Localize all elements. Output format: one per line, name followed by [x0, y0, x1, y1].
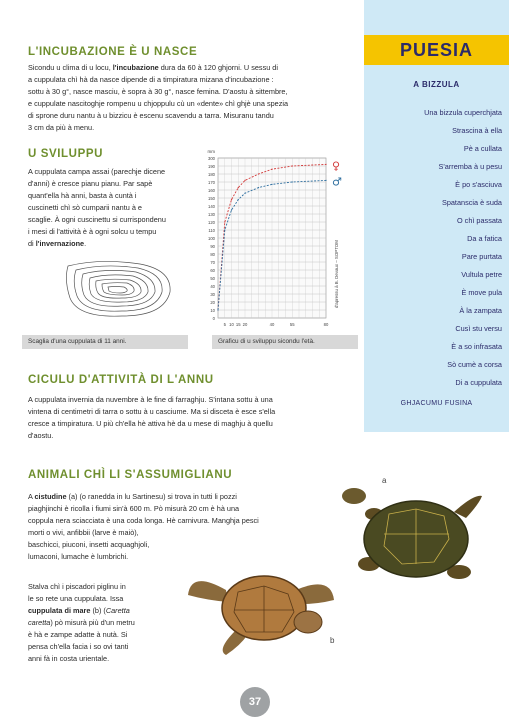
text-line: A cistudine (a) (o ranedda in lu Sartinesu) si trova in tutti li pozzi [28, 492, 237, 501]
text-line: coppula nera sciacciata è una coda longa. Hè carnivura. Manghja pesci [28, 516, 259, 525]
paragraph-incubazione [28, 62, 358, 134]
chart-y-tick-label: 190 [208, 163, 215, 169]
scale-growth-rings-illustration [60, 258, 180, 320]
chart-y-tick-label: 80 [210, 251, 215, 257]
text-line: A cuppulata campa assai (parechje dicene [28, 167, 166, 176]
chart-y-tick-label: 20 [210, 299, 215, 305]
text-line: scaglie. À ogni cuscinettu si currispondenu [28, 215, 166, 224]
text-line: di sprone duru nantu à u bizzicu è escenu scavendu a tarra. Misuranu tandu [28, 111, 274, 120]
poem-title: A BIZZULA [413, 80, 460, 89]
text-line: a cuppulata chì hà da nasce dipende di a timpiratura mizana d'incubazione : [28, 75, 274, 84]
chart-y-tick-label: 0 [212, 315, 215, 321]
paragraph-sviluppu [28, 166, 208, 250]
chart-y-tick-label: 130 [208, 211, 215, 217]
chart-y-tick-label: 140 [208, 203, 215, 209]
chart-data-point [325, 164, 326, 165]
text-line: di l'invernazione. [28, 239, 87, 248]
chart-data-point [258, 187, 259, 188]
chart-data-point [258, 173, 259, 174]
chart-x-tick-label: 20 [242, 322, 248, 327]
poem-line: O chì passata [456, 216, 502, 225]
poem-line: Vultula petre [461, 270, 502, 279]
text-line: anni fà in costa urientale. [28, 654, 110, 663]
heading-incubazione: L'INCUBAZIONE È U NASCE [28, 46, 198, 58]
heading-sviluppu: U SVILUPPU [28, 148, 104, 160]
text-line: cuscinetti chì sò cumparii nantu à e [28, 203, 142, 212]
poem-line: Pare purtata [461, 252, 502, 261]
paragraph-ciculu [28, 394, 358, 442]
paragraph-animali-b [28, 581, 198, 665]
heading-ciculu: CICULU D'ATTIVITÀ DI L'ANNU [28, 374, 214, 386]
chart-y-tick-label: 300 [208, 155, 215, 161]
chart-data-point [231, 209, 232, 210]
page-number: 37 [240, 687, 270, 717]
chart-data-point [325, 180, 326, 181]
text-line: sottu à 30 g°, nasce masciu, è sopra à 30 g°, nasce femina. D'aostu à sittembre, [28, 87, 288, 96]
text-line: pensa ch'ella facia i so ovi tanti [28, 642, 129, 651]
caption-scale: Scaglia d'una cuppulata di 11 anni. [22, 335, 188, 349]
chart-x-tick-label: 40 [269, 322, 275, 327]
poem-line: Spatanscia è suda [441, 198, 502, 207]
text-line: e cuppulate nascitoghje rompenu u chjoppulu cù un «dente» chì ghjè una spezia [28, 99, 289, 108]
chart-data-point [224, 221, 225, 222]
poem-line: Da a fatica [467, 234, 502, 243]
poem-line: È a so infrasata [451, 342, 502, 351]
chart-data-point [271, 169, 272, 170]
chart-y-tick-label: 170 [208, 179, 215, 185]
sea-turtle-illustration [186, 550, 336, 660]
chart-y-tick-label: 150 [208, 195, 215, 201]
text-line: d'aostu. [28, 431, 54, 440]
text-line: vintena di centimetri di tarra o sottu à u casciume. Ma si disceta è esce s'ella [28, 407, 276, 416]
text-line: piaghjinchi è ricolla i fiumi sin'à 600 m. Pò misurà 20 cm è hà una [28, 504, 240, 513]
turtle-label-b: b [330, 636, 335, 645]
chart-x-tick-label: 10 [229, 322, 234, 327]
poem-line: Strascina à ella [452, 126, 502, 135]
caption-chart: Graficu di u sviluppu sicondu l'età. [212, 335, 358, 349]
poem-author: GHJACUMU FUSINA [400, 400, 473, 407]
poem-line: Una bizzula cuperchjata [424, 108, 502, 117]
text-line: cresce a timpiratura. U più ch'ella hè attiva hè da u mese di maghju à quellu [28, 419, 273, 428]
chart-y-tick-label: 90 [210, 243, 215, 249]
poetry-sidebar [364, 0, 509, 432]
chart-x-tick-label: 15 [235, 322, 241, 327]
chart-y-tick-label: 10 [210, 307, 215, 313]
chart-data-point [271, 184, 272, 185]
sidebar-title: PUESIA [364, 35, 509, 65]
chart-y-tick-label: 180 [208, 171, 215, 177]
chart-y-tick-label: 110 [208, 227, 215, 233]
chart-data-point [292, 165, 293, 166]
growth-chart [196, 140, 354, 332]
text-line: morti o vivi, anfibbii (larve è maiò), [28, 528, 139, 537]
chart-data-point [244, 180, 245, 181]
poem-line: Cusì stu versu [455, 324, 502, 333]
text-line: 3 cm da più à menu. [28, 123, 95, 132]
chart-data-point [224, 229, 225, 230]
text-line: caretta) pò misurà più d'un metru [28, 618, 135, 627]
chart-y-tick-label: 60 [210, 267, 215, 273]
chart-x-tick-label: 5 [223, 322, 226, 327]
chart-y-tick-label: 50 [210, 275, 215, 281]
chart-data-point [292, 181, 293, 182]
chart-legend-symbol: ♂ [332, 175, 342, 189]
text-line: quant'ella hà anni, basta à cuntà i [28, 191, 137, 200]
poem-line: Pè a cullata [463, 144, 502, 153]
text-line: Stalva chì i piscadori piglinu in [28, 582, 126, 591]
text-line: cuppulata di mare (b) (Caretta [28, 606, 130, 615]
text-line: d'anni) è cresce pianu pianu. Par sapè [28, 179, 153, 188]
poem-line: Di a cuppulata [455, 378, 502, 387]
poem-line: È po s'asciuva [455, 180, 502, 189]
chart-y-tick-label: 30 [210, 291, 215, 297]
chart-credit: d'apressu à B. Devaux – SOPTOM [334, 240, 339, 308]
heading-animali: ANIMALI CHÌ LI S'ASSUMIGLIANU [28, 469, 233, 481]
chart-data-point [238, 199, 239, 200]
text-line: è hà e zampe adatte à nutà. Si [28, 630, 128, 639]
chart-y-tick-label: 100 [208, 235, 215, 241]
chart-x-tick-label: 55 [289, 322, 295, 327]
poem-line: S'arremba à u pesu [438, 162, 502, 171]
text-line: A cuppulata invernia da nuvembre à le fine di farraghju. S'intana sottu à una [28, 395, 273, 404]
text-line: Sicondu u clima di u locu, l'incubazione dura da 60 à 120 ghjorni. U sessu di [28, 63, 278, 72]
text-line: baschicci, piuconi, insetti acquaghjoli, [28, 540, 150, 549]
chart-y-tick-label: 160 [208, 187, 215, 193]
text-line: le so rete una cuppulata. Issa [28, 594, 124, 603]
chart-data-point [238, 187, 239, 188]
chart-y-tick-label: 40 [210, 283, 215, 289]
pond-turtle-illustration [334, 484, 486, 590]
poem-line: Sò cumè a corsa [447, 360, 502, 369]
chart-y-tick-label: 120 [208, 219, 215, 225]
chart-y-tick-label: 70 [210, 259, 215, 265]
poem-line: È move pula [461, 288, 502, 297]
chart-x-tick-label: 80 [323, 322, 329, 327]
turtle-label-a: a [382, 476, 387, 485]
poem-line: À la zampata [459, 306, 502, 315]
chart-data-point [244, 193, 245, 194]
chart-legend-symbol: ♀ [332, 159, 341, 173]
chart-data-point [231, 199, 232, 200]
text-line: i mesi di l'attività è à ogni solcu u tempu [28, 227, 157, 236]
chart-y-axis-label: mm [207, 149, 215, 154]
chart-data-point [217, 309, 218, 310]
text-line: lumaconi, lumache è lumbrichi. [28, 552, 129, 561]
